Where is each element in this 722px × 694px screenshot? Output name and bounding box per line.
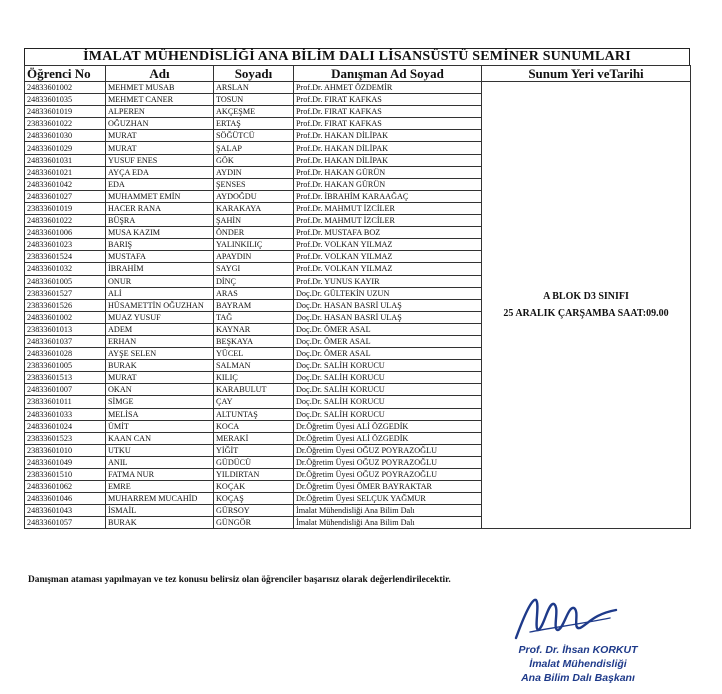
advisor-cell: Doç.Dr. SALİH KORUCU <box>294 408 482 420</box>
first-name-cell: MUSTAFA <box>106 251 214 263</box>
student-no-cell: 24833601024 <box>25 420 106 432</box>
last-name-cell: SÖĞÜTCÜ <box>214 130 294 142</box>
student-no-cell: 24833601021 <box>25 166 106 178</box>
first-name-cell: MURAT <box>106 142 214 154</box>
signature-department: İmalat Mühendisliği <box>529 658 627 670</box>
last-name-cell: BEŞKAYA <box>214 335 294 347</box>
advisor-cell: Prof.Dr. YUNUS KAYIR <box>294 275 482 287</box>
last-name-cell: YİĞİT <box>214 444 294 456</box>
student-no-cell: 23833601022 <box>25 118 106 130</box>
table-row <box>25 82 691 94</box>
student-no-cell: 23833601523 <box>25 432 106 444</box>
last-name-cell: GÜNGÖR <box>214 517 294 529</box>
last-name-cell: ARAS <box>214 287 294 299</box>
last-name-cell: KARAKAYA <box>214 202 294 214</box>
student-no-cell: 24833601027 <box>25 190 106 202</box>
advisor-cell: Prof.Dr. HAKAN DİLİPAK <box>294 154 482 166</box>
last-name-cell: KOCA <box>214 420 294 432</box>
last-name-cell: MERAKİ <box>214 432 294 444</box>
column-header-first-name: Adı <box>106 66 214 82</box>
last-name-cell: KILIÇ <box>214 372 294 384</box>
advisor-cell: Doç.Dr. ÖMER ASAL <box>294 323 482 335</box>
first-name-cell: HÜSAMETTİN OĞUZHAN <box>106 299 214 311</box>
footer-note: Danışman ataması yapılmayan ve tez konusu belirsiz olan öğrenciler başarısız olarak değerlendirilecektir. <box>28 575 451 585</box>
first-name-cell: YUSUF ENES <box>106 154 214 166</box>
last-name-cell: DİNÇ <box>214 275 294 287</box>
student-no-cell: 23833601524 <box>25 251 106 263</box>
last-name-cell: ERTAŞ <box>214 118 294 130</box>
last-name-cell: KOÇAŞ <box>214 493 294 505</box>
last-name-cell: KOÇAK <box>214 481 294 493</box>
last-name-cell: YÜCEL <box>214 348 294 360</box>
last-name-cell: APAYDIN <box>214 251 294 263</box>
venue-datetime: 25 ARALIK ÇARŞAMBA SAAT:09.00 <box>503 308 669 320</box>
student-no-cell: 24833601002 <box>25 82 106 94</box>
student-no-cell: 24833601028 <box>25 348 106 360</box>
first-name-cell: BARIŞ <box>106 239 214 251</box>
student-no-cell: 24833601022 <box>25 215 106 227</box>
first-name-cell: ONUR <box>106 275 214 287</box>
last-name-cell: ŞALAP <box>214 142 294 154</box>
first-name-cell: MUHAMMET EMİN <box>106 190 214 202</box>
student-no-cell: 24833601002 <box>25 311 106 323</box>
first-name-cell: SİMGE <box>106 396 214 408</box>
advisor-cell: Prof.Dr. HAKAN GÜRÜN <box>294 178 482 190</box>
column-header-last-name: Soyadı <box>214 66 294 82</box>
last-name-cell: ÖNDER <box>214 227 294 239</box>
first-name-cell: İBRAHİM <box>106 263 214 275</box>
advisor-cell: Dr.Öğretim Üyesi SELÇUK YAĞMUR <box>294 493 482 505</box>
first-name-cell: ALİ <box>106 287 214 299</box>
advisor-cell: Prof.Dr. VOLKAN YILMAZ <box>294 239 482 251</box>
venue-cell <box>482 82 691 529</box>
student-no-cell: 23833601513 <box>25 372 106 384</box>
advisor-cell: Doç.Dr. SALİH KORUCU <box>294 396 482 408</box>
advisor-cell: İmalat Mühendisliği Ana Bilim Dalı <box>294 505 482 517</box>
last-name-cell: SALMAN <box>214 360 294 372</box>
first-name-cell: OKAN <box>106 384 214 396</box>
last-name-cell: GÖK <box>214 154 294 166</box>
advisor-cell: Prof.Dr. MAHMUT İZCİLER <box>294 215 482 227</box>
student-no-cell: 23833601005 <box>25 360 106 372</box>
first-name-cell: MELİSA <box>106 408 214 420</box>
first-name-cell: MUSA KAZIM <box>106 227 214 239</box>
first-name-cell: ERHAN <box>106 335 214 347</box>
advisor-cell: Prof.Dr. İBRAHİM KARAAĞAÇ <box>294 190 482 202</box>
student-no-cell: 24833601032 <box>25 263 106 275</box>
advisor-cell: Doç.Dr. SALİH KORUCU <box>294 384 482 396</box>
signature-role: Ana Bilim Dalı Başkanı <box>521 672 635 684</box>
first-name-cell: MEHMET MUSAB <box>106 82 214 94</box>
advisor-cell: Doç.Dr. ÖMER ASAL <box>294 335 482 347</box>
venue-location: A BLOK D3 SINIFI <box>543 291 629 303</box>
student-no-cell: 24833601030 <box>25 130 106 142</box>
last-name-cell: ALTUNTAŞ <box>214 408 294 420</box>
seminar-table <box>24 65 691 529</box>
student-no-cell: 24833601023 <box>25 239 106 251</box>
advisor-cell: Doç.Dr. ÖMER ASAL <box>294 348 482 360</box>
column-header-student-no: Öğrenci No <box>25 66 106 82</box>
student-no-cell: 24833601019 <box>25 106 106 118</box>
student-no-cell: 24833601005 <box>25 275 106 287</box>
first-name-cell: KAAN CAN <box>106 432 214 444</box>
student-no-cell: 24833601006 <box>25 227 106 239</box>
student-no-cell: 24833601029 <box>25 142 106 154</box>
student-no-cell: 24833601007 <box>25 384 106 396</box>
advisor-cell: Doç.Dr. GÜLTEKİN UZUN <box>294 287 482 299</box>
advisor-cell: Dr.Öğretim Üyesi ÖMER BAYRAKTAR <box>294 481 482 493</box>
column-header-venue: Sunum Yeri veTarihi <box>482 66 691 82</box>
table-header-row <box>25 66 691 82</box>
advisor-cell: Prof.Dr. MUSTAFA BOZ <box>294 227 482 239</box>
last-name-cell: AYDIN <box>214 166 294 178</box>
column-header-advisor: Danışman Ad Soyad <box>294 66 482 82</box>
advisor-cell: Prof.Dr. HAKAN DİLİPAK <box>294 142 482 154</box>
last-name-cell: GÜRSOY <box>214 505 294 517</box>
last-name-cell: BAYRAM <box>214 299 294 311</box>
last-name-cell: TAĞ <box>214 311 294 323</box>
first-name-cell: ADEM <box>106 323 214 335</box>
table-body <box>25 82 691 529</box>
last-name-cell: ŞENSES <box>214 178 294 190</box>
student-no-cell: 24833601062 <box>25 481 106 493</box>
first-name-cell: İSMAİL <box>106 505 214 517</box>
advisor-cell: Dr.Öğretim Üyesi OĞUZ POYRAZOĞLU <box>294 469 482 481</box>
student-no-cell: 23833601011 <box>25 396 106 408</box>
first-name-cell: FATMA NUR <box>106 469 214 481</box>
advisor-cell: Prof.Dr. FIRAT KAFKAS <box>294 94 482 106</box>
first-name-cell: EMRE <box>106 481 214 493</box>
last-name-cell: SAYGI <box>214 263 294 275</box>
first-name-cell: UTKU <box>106 444 214 456</box>
first-name-cell: MURAT <box>106 130 214 142</box>
student-no-cell: 24833601042 <box>25 178 106 190</box>
advisor-cell: İmalat Mühendisliği Ana Bilim Dalı <box>294 517 482 529</box>
first-name-cell: BURAK <box>106 517 214 529</box>
advisor-cell: Dr.Öğretim Üyesi ALİ ÖZGEDİK <box>294 420 482 432</box>
first-name-cell: HACER RANA <box>106 202 214 214</box>
last-name-cell: YILDIRTAN <box>214 469 294 481</box>
student-no-cell: 24833601033 <box>25 408 106 420</box>
document-title: İMALAT MÜHENDİSLİĞİ ANA BİLİM DALI LİSANSÜSTÜ SEMİNER SUNUMLARI <box>24 48 690 65</box>
advisor-cell: Doç.Dr. SALİH KORUCU <box>294 360 482 372</box>
advisor-cell: Prof.Dr. AHMET ÖZDEMİR <box>294 82 482 94</box>
student-no-cell: 24833601035 <box>25 94 106 106</box>
handwritten-signature <box>510 588 620 644</box>
student-no-cell: 23833601510 <box>25 469 106 481</box>
last-name-cell: KAYNAR <box>214 323 294 335</box>
signature-block <box>488 588 668 688</box>
advisor-cell: Doç.Dr. SALİH KORUCU <box>294 372 482 384</box>
advisor-cell: Dr.Öğretim Üyesi ALİ ÖZGEDİK <box>294 432 482 444</box>
first-name-cell: ÜMİT <box>106 420 214 432</box>
first-name-cell: ALPEREN <box>106 106 214 118</box>
student-no-cell: 23833601526 <box>25 299 106 311</box>
advisor-cell: Doç.Dr. HASAN BASRİ ULAŞ <box>294 299 482 311</box>
advisor-cell: Dr.Öğretim Üyesi OĞUZ POYRAZOĞLU <box>294 456 482 468</box>
first-name-cell: MURAT <box>106 372 214 384</box>
last-name-cell: YALINKILIÇ <box>214 239 294 251</box>
advisor-cell: Prof.Dr. VOLKAN YILMAZ <box>294 251 482 263</box>
first-name-cell: AYÇA EDA <box>106 166 214 178</box>
first-name-cell: EDA <box>106 178 214 190</box>
first-name-cell: OĞUZHAN <box>106 118 214 130</box>
first-name-cell: MEHMET CANER <box>106 94 214 106</box>
student-no-cell: 24833601037 <box>25 335 106 347</box>
student-no-cell: 24833601057 <box>25 517 106 529</box>
last-name-cell: AKÇEŞME <box>214 106 294 118</box>
last-name-cell: ŞAHİN <box>214 215 294 227</box>
advisor-cell: Doç.Dr. HASAN BASRİ ULAŞ <box>294 311 482 323</box>
signature-name: Prof. Dr. İhsan KORKUT <box>518 644 638 656</box>
student-no-cell: 24833601046 <box>25 493 106 505</box>
first-name-cell: AYŞE SELEN <box>106 348 214 360</box>
last-name-cell: GÜDÜCÜ <box>214 456 294 468</box>
advisor-cell: Prof.Dr. FIRAT KAFKAS <box>294 118 482 130</box>
student-no-cell: 23833601013 <box>25 323 106 335</box>
advisor-cell: Prof.Dr. HAKAN DİLİPAK <box>294 130 482 142</box>
advisor-cell: Prof.Dr. VOLKAN YILMAZ <box>294 263 482 275</box>
last-name-cell: ARSLAN <box>214 82 294 94</box>
first-name-cell: ANIL <box>106 456 214 468</box>
advisor-cell: Dr.Öğretim Üyesi OĞUZ POYRAZOĞLU <box>294 444 482 456</box>
student-no-cell: 23833601010 <box>25 444 106 456</box>
student-no-cell: 23833601019 <box>25 202 106 214</box>
last-name-cell: AYDOĞDU <box>214 190 294 202</box>
advisor-cell: Prof.Dr. FIRAT KAFKAS <box>294 106 482 118</box>
last-name-cell: ÇAY <box>214 396 294 408</box>
first-name-cell: BÜŞRA <box>106 215 214 227</box>
first-name-cell: MUAZ YUSUF <box>106 311 214 323</box>
advisor-cell: Prof.Dr. MAHMUT İZCİLER <box>294 202 482 214</box>
first-name-cell: MUHARREM MUCAHİD <box>106 493 214 505</box>
student-no-cell: 24833601049 <box>25 456 106 468</box>
last-name-cell: TOSUN <box>214 94 294 106</box>
student-no-cell: 23833601527 <box>25 287 106 299</box>
student-no-cell: 24833601043 <box>25 505 106 517</box>
last-name-cell: KARABULUT <box>214 384 294 396</box>
advisor-cell: Prof.Dr. HAKAN GÜRÜN <box>294 166 482 178</box>
student-no-cell: 24833601031 <box>25 154 106 166</box>
first-name-cell: BURAK <box>106 360 214 372</box>
